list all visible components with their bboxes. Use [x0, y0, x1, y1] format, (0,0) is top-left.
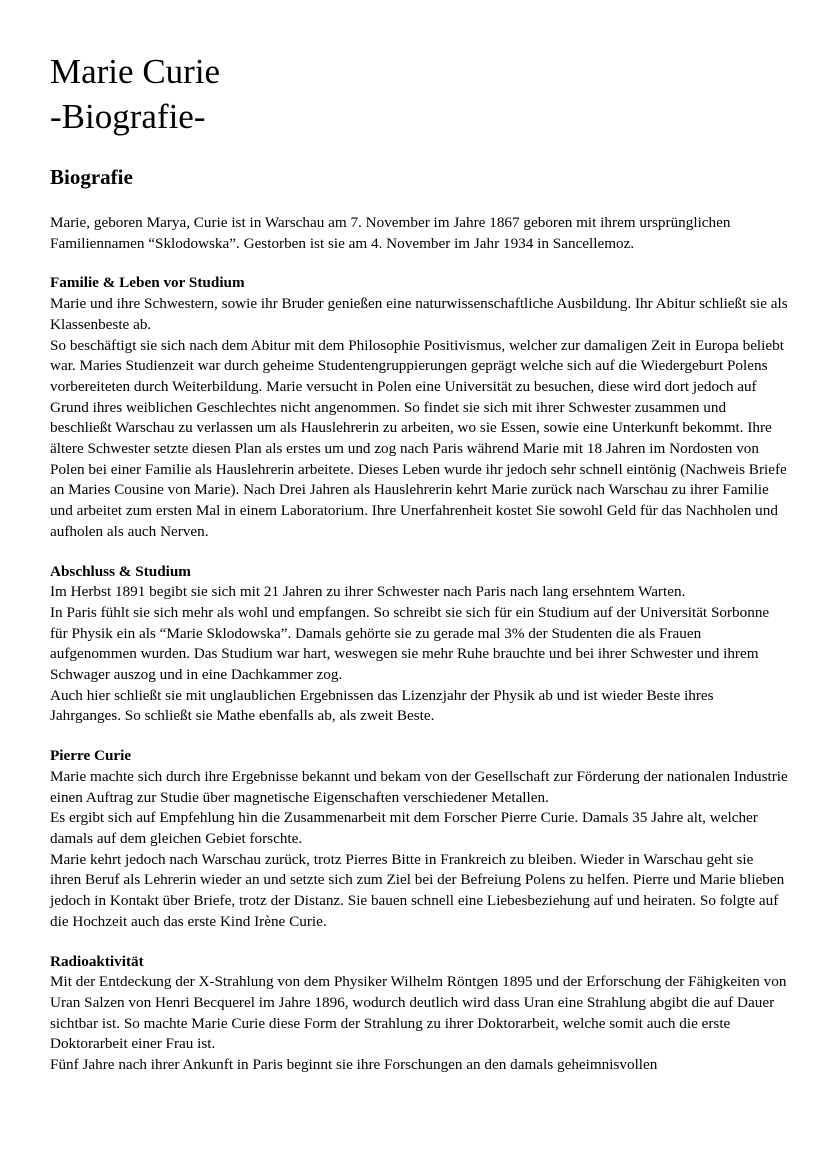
section-paragraph: In Paris fühlt sie sich mehr als wohl und empfangen. So schreibt sie sich für ein Studium auf der Universität Sorbonne für Physik ein als “Marie Sklodowska”. Damals gehörte sie zu gerade mal 3% der Studenten die als Frauen aufgenommen wurden. Das Studium war hart, weswegen sie mehr Ruhe brauchte und bei ihrer Schwester und ihrem Schwager auszog und in eine Dachkammer zog.: [50, 603, 770, 684]
intro-paragraph: Marie, geboren Marya, Curie ist in Warschau am 7. November im Jahre 1867 geboren mit ihrem ursprünglichen Familiennamen “Sklodowska”. Gestorben ist sie am 4. November im Jahr 1934 in Sancellemoz.: [50, 214, 731, 252]
section-heading: Familie & Leben vor Studium: [50, 274, 245, 292]
document-title-line-1: Marie Curie: [50, 52, 221, 91]
section-studies: [50, 562, 788, 728]
section-paragraph: Es ergibt sich auf Empfehlung hin die Zusammenarbeit mit dem Forscher Pierre Curie. Damals 35 Jahre alt, welcher damals auf dem gleichen Gebiet forschte.: [50, 809, 758, 847]
section-paragraph: So beschäftigt sie sich nach dem Abitur mit dem Philosophie Positivismus, welcher zur damaligen Zeit in Europa beliebt war. Maries Studienzeit war durch geheime Studentengruppierungen geprägt welche sich auf die Wiedergeburt Polens vorbereiteten durch Weiterbildung. Marie versucht in Polen eine Universität zu besuchen, diese wird dort jedoch auf Grund ihres weiblichen Geschlechtes nicht angenommen. So findet sie sich mit ihrer Schwester zusammen und beschließt Warschau zu verlassen um als Hauslehrerin zu arbeiten, wo sie Essen, sowie eine Unterkunft bekommt. Ihre ältere Schwester setzte diesen Plan als erstes um und zog nach Paris während Marie mit 18 Jahren im Nordosten von Polen bei einer Familie als Hauslehrerin arbeitete. Dieses Leben wurde ihr jedoch sehr schnell eintönig (Nachweis Briefe an Maries Cousine von Marie). Nach Drei Jahren als Hauslehrerin kehrt Marie zurück nach Warschau zu ihrer Familie und arbeitet zum ersten Mal in einem Laboratorium. Ihre Unerfahrenheit kostet Sie sowohl Geld für das Nachholen und aufholen als auch Nerven.: [50, 336, 787, 540]
section-heading: Pierre Curie: [50, 747, 132, 765]
section-radioactivity: [50, 952, 788, 1076]
biography-heading: Biografie: [50, 165, 133, 189]
section-paragraph: Auch hier schließt sie mit unglaublichen Ergebnissen das Lizenzjahr der Physik ab und ist wieder Beste ihres Jahrganges. So schließt sie Mathe ebenfalls ab, als zweit Beste.: [50, 686, 714, 725]
section-family: [50, 273, 788, 542]
section-heading: Abschluss & Studium: [50, 562, 191, 580]
section-paragraph: Mit der Entdeckung der X-Strahlung von dem Physiker Wilhelm Röntgen 1895 und der Erforschung der Fähigkeiten von Uran Salzen von Henri Becquerel im Jahre 1896, wodurch deutlich wird dass Uran eine Strahlung abgibt die auf Dauer sichtbar ist. So machte Marie Curie diese Form der Strahlung zu ihrer Doktorarbeit, welche somit auch die erste Doktorarbeit einer Frau ist.: [50, 973, 787, 1053]
section-paragraph: Marie und ihre Schwestern, sowie ihr Bruder genießen eine naturwissenschaftliche Ausbildung. Ihr Abitur schließt sie als Klassenbeste ab.: [50, 295, 788, 333]
section-pierre-curie: [50, 746, 788, 932]
section-paragraph: Fünf Jahre nach ihrer Ankunft in Paris beginnt sie ihre Forschungen an den damals geheimnisvollen: [50, 1056, 658, 1074]
section-heading: Radioaktivität: [50, 952, 144, 970]
section-paragraph: Im Herbst 1891 begibt sie sich mit 21 Jahren zu ihrer Schwester nach Paris nach lang ersehntem Warten.: [50, 583, 686, 601]
section-paragraph: Marie machte sich durch ihre Ergebnisse bekannt und bekam von der Gesellschaft zur Förderung der nationalen Industrie einen Auftrag zur Studie über magnetische Eigenschaften verschiedener Metallen.: [50, 767, 788, 806]
document-title-line-2: -Biografie-: [50, 97, 206, 136]
section-paragraph: Marie kehrt jedoch nach Warschau zurück, trotz Pierres Bitte in Frankreich zu bleiben. Wieder in Warschau geht sie ihren Beruf als Lehrerin wieder an und setzte sich zum Ziel bei der Befreiung Polens zu helfen. Pierre und Marie blieben jedoch in Kontakt über Briefe, trotz der Distanz. Sie bauen schnell eine Liebesbeziehung auf und heiraten. So folgte auf die Hochzeit auch das erste Kind Irène Curie.: [50, 850, 785, 930]
